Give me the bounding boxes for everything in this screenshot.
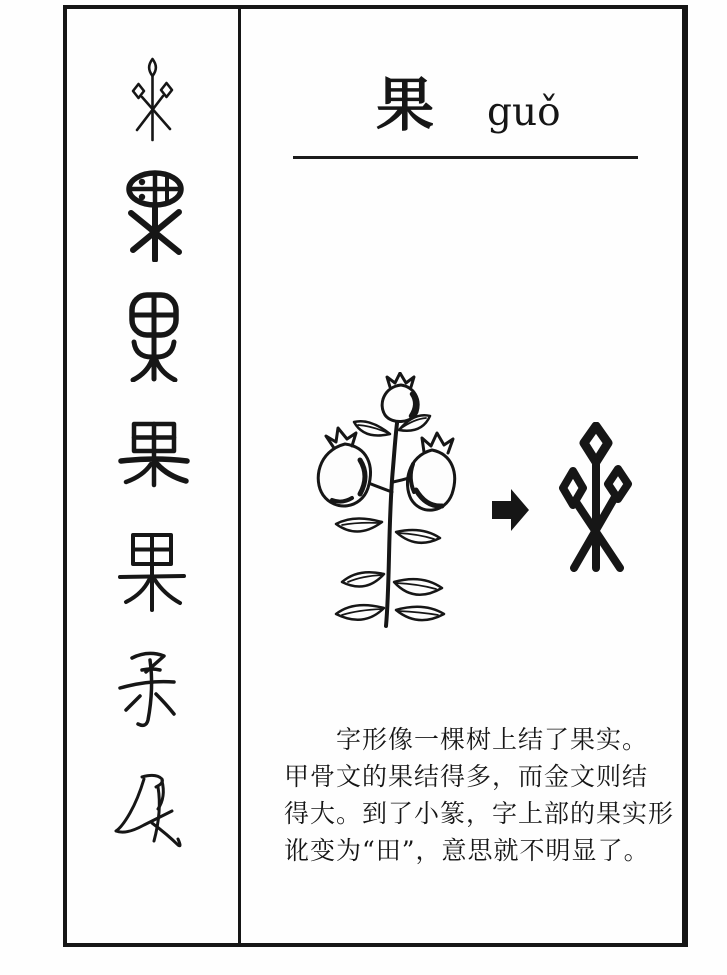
oracle-form-large-glyph [556,422,638,572]
oracle-bone-glyph [130,57,175,142]
title-underline [293,156,638,159]
cursive-script-glyph [112,771,184,849]
transform-arrow-icon [492,486,530,534]
note-line: 讹变为“田”，意思就不明显了。 [284,836,650,865]
note-line: 甲骨文的果结得多，而金文则结 [284,762,649,791]
etymology-note [284,721,680,869]
fruit-plant-illustration [300,372,480,628]
seal-script-glyph [122,292,186,382]
pinyin-label: guǒ [487,90,561,135]
note-line: 得大。到了小篆，字上部的果实形 [284,799,675,828]
note-line: 字形像一棵树上结了果实。 [336,725,649,754]
regular-script-glyph [116,532,188,614]
clerical-script-glyph [118,420,190,488]
running-script-glyph [114,648,180,732]
headword-character: 果 [376,71,435,139]
column-divider-line [238,5,241,947]
bronze-script-glyph [125,170,185,262]
